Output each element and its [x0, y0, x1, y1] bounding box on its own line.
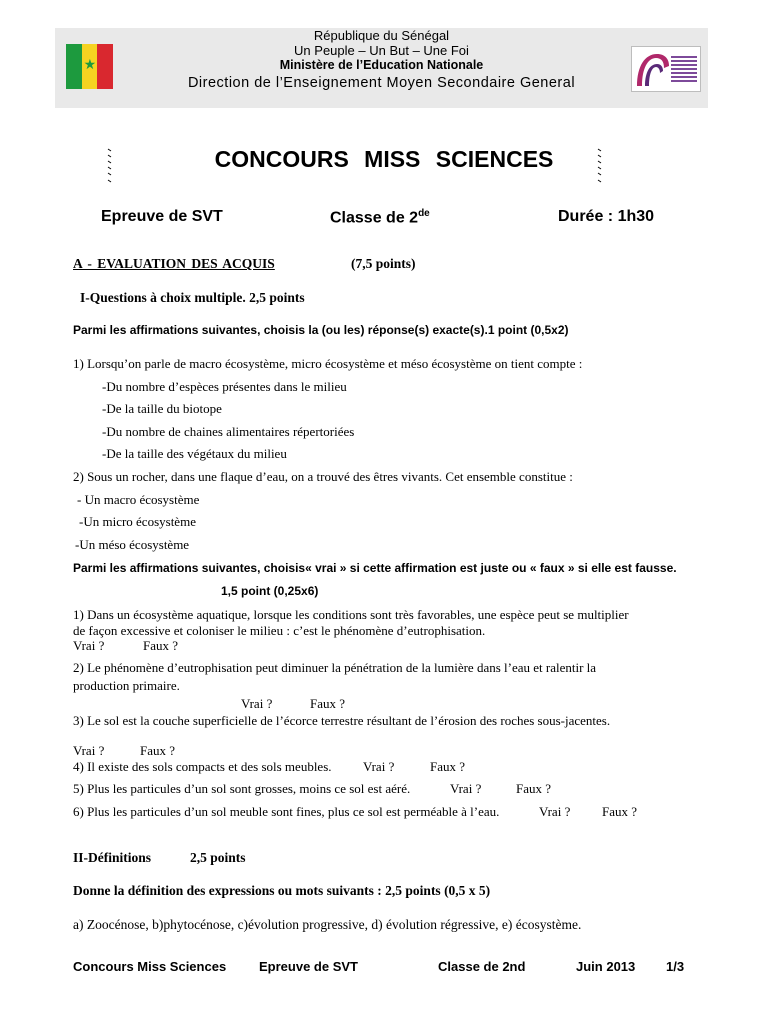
statement-6: 6) Plus les particules d’un sol meuble sont fines, plus ce sol est perméable à l’eau.	[73, 804, 500, 819]
q1-option: -De la taille des végétaux du milieu	[102, 446, 287, 461]
faux-label: Faux ?	[516, 781, 552, 796]
statement-3: 3) Le sol est la couche superficielle de l’écorce terrestre résultant de l’érosion des roches sous-jacentes.	[73, 713, 611, 728]
motto-line: Un Peuple – Un But – Une Foi	[294, 43, 469, 58]
q2-option: - Un macro écosystème	[77, 492, 200, 507]
footer-page-number: 1/3	[666, 959, 685, 974]
statement-2-cont: production primaire.	[73, 678, 180, 693]
ministry-logo-icon	[631, 46, 701, 92]
truefalse-instruction: Parmi les affirmations suivantes, choisis« vrai » si cette affirmation est juste ou « faux » si elle est fausse.	[73, 561, 677, 575]
page-title: CONCOURS MISS SCIENCES	[214, 146, 554, 172]
statement-1: 1) Dans un écosystème aquatique, lorsque les conditions sont très favorables, une espèce peut se multiplier	[73, 607, 629, 622]
q2-option: -Un méso écosystème	[75, 537, 190, 552]
definitions-terms: a) Zoocénose, b)phytocénose, c)évolution progressive, d) évolution régressive, e) écosystème.	[73, 917, 582, 932]
republic-line: République du Sénégal	[313, 28, 450, 43]
faux-label: Faux ?	[143, 638, 179, 653]
senegal-flag-icon: ★	[66, 44, 113, 89]
definitions-instruction: Donne la définition des expressions ou mots suivants : 2,5 points (0,5 x 5)	[73, 883, 491, 898]
statement-2: 2) Le phénomène d’eutrophisation peut diminuer la pénétration de la lumière dans l’eau et ralentir la	[73, 660, 597, 675]
duration-label: Durée : 1h30	[558, 208, 655, 225]
truefalse-points: 1,5 point (0,25x6)	[221, 584, 319, 598]
subject-label: Epreuve de SVT	[101, 208, 223, 225]
direction-line: Direction de l’Enseignement Moyen Secondaire General	[187, 75, 576, 91]
vrai-label: Vrai ?	[73, 638, 105, 653]
definitions-heading: II-Définitions	[73, 850, 152, 865]
faux-label: Faux ?	[140, 743, 176, 758]
question-1: 1) Lorsqu’on parle de macro écosystème, micro écosystème et méso écosystème on tient compte :	[73, 356, 583, 371]
question-2: 2) Sous un rocher, dans une flaque d’eau, on a trouvé des êtres vivants. Cet ensemble constitue :	[73, 469, 573, 484]
q2-option: -Un micro écosystème	[79, 514, 196, 529]
footer-date: Juin 2013	[576, 959, 636, 974]
faux-label: Faux ?	[602, 804, 638, 819]
footer-contest: Concours Miss Sciences	[73, 959, 227, 974]
q1-option: -Du nombre d’espèces présentes dans le milieu	[102, 379, 347, 394]
faux-label: Faux ?	[430, 759, 466, 774]
faux-label: Faux ?	[310, 696, 346, 711]
q1-option: -Du nombre de chaines alimentaires répertoriées	[102, 424, 355, 439]
qcm-instruction: Parmi les affirmations suivantes, choisis la (ou les) réponse(s) exacte(s).1 point (0,5x2)	[73, 323, 569, 337]
statement-4: 4) Il existe des sols compacts et des sols meubles.	[73, 759, 332, 774]
footer-class: Classe de 2nd	[438, 959, 526, 974]
definitions-points: 2,5 points	[190, 850, 246, 865]
header-band	[55, 28, 708, 108]
statement-1-cont: de façon excessive et coloniser le milieu : c’est le phénomène d’eutrophisation.	[73, 623, 486, 638]
statement-5: 5) Plus les particules d’un sol sont grosses, moins ce sol est aéré.	[73, 781, 411, 796]
ministry-line: Ministère de l’Education Nationale	[279, 58, 484, 72]
vrai-label: Vrai ?	[73, 743, 105, 758]
vrai-label: Vrai ?	[539, 804, 571, 819]
vrai-label: Vrai ?	[450, 781, 482, 796]
qcm-heading: I-Questions à choix multiple. 2,5 points	[80, 290, 305, 305]
vrai-label: Vrai ?	[363, 759, 395, 774]
section-a-heading: A - EVALUATION DES ACQUIS	[73, 256, 275, 271]
vrai-label: Vrai ?	[241, 696, 273, 711]
q1-option: -De la taille du biotope	[102, 401, 222, 416]
footer-subject: Epreuve de SVT	[259, 959, 358, 974]
class-label: Classe de 2de	[330, 208, 430, 227]
section-a-points: (7,5 points)	[351, 256, 416, 271]
